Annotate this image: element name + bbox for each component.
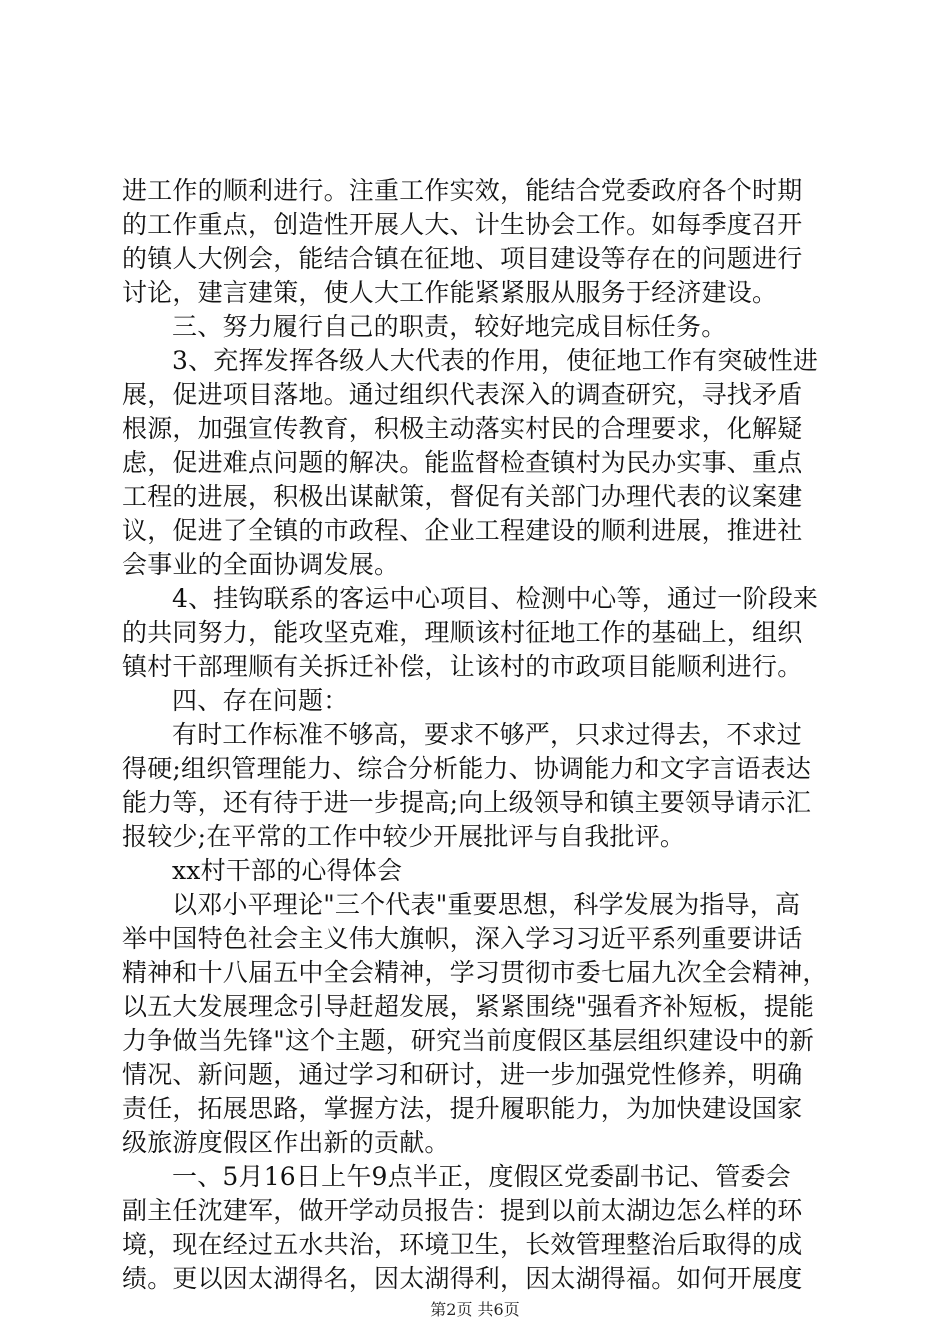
text-line: 情况、新问题，通过学习和研讨，进一步加强党性修养，明确 [122,1060,803,1089]
text-line: 进工作的顺利进行。注重工作实效，能结合党委政府各个时期 [122,176,803,205]
text-line: 展，促进项目落地。通过组织代表深入的调查研究，寻找矛盾 [122,380,803,409]
text-line: 级旅游度假区作出新的贡献。 [122,1128,450,1157]
text-line: 境，现在经过五水共治，环境卫生，长效管理整治后取得的成 [122,1230,803,1259]
text-line: 三、努力履行自己的职责，较好地完成目标任务。 [172,312,727,341]
text-line: 镇村干部理顺有关拆迁补偿，让该村的市政项目能顺利进行。 [122,652,803,681]
text-line: 能力等，还有待于进一步提高;向上级领导和镇主要领导请示汇 [122,788,812,817]
text-line: 会事业的全面协调发展。 [122,550,400,579]
text-line: 以邓小平理论"三个代表"重要思想，科学发展为指导，高 [172,890,801,919]
text-line: 精神和十八届五中全会精神，学习贯彻市委七届九次全会精神， [122,958,828,987]
page-number-footer: 第2页 共6页 [430,1300,520,1319]
text-line: 虑，促进难点问题的解决。能监督检查镇村为民办实事、重点 [122,448,803,477]
text-line: 工程的进展，积极出谋献策，督促有关部门办理代表的议案建 [122,482,803,511]
text-line: 有时工作标准不够高，要求不够严，只求过得去，不求过 [172,720,803,749]
text-line: 讨论，建言建策，使人大工作能紧紧服从服务于经济建设。 [122,278,778,307]
text-line: 的工作重点，创造性开展人大、计生协会工作。如每季度召开 [122,210,803,239]
text-line: 3、充挥发挥各级人大代表的作用，使征地工作有突破性进 [172,346,819,375]
text-line: 根源，加强宣传教育，积极主动落实村民的合理要求，化解疑 [122,414,803,443]
text-line: 力争做当先锋"这个主题，研究当前度假区基层组织建设中的新 [122,1026,815,1055]
section-heading: xx村干部的心得体会 [172,856,403,885]
text-line: 责任，拓展思路，掌握方法，提升履职能力，为加快建设国家 [122,1094,803,1123]
text-line: 举中国特色社会主义伟大旗帜，深入学习习近平系列重要讲话 [122,924,803,953]
text-line: 报较少;在平常的工作中较少开展批评与自我批评。 [122,822,686,851]
text-line: 的共同努力，能攻坚克难，理顺该村征地工作的基础上，组织 [122,618,803,647]
text-line: 以五大发展理念引导赶超发展，紧紧围绕"强看齐补短板，提能 [122,992,815,1021]
text-line: 议，促进了全镇的市政程、企业工程建设的顺利进展，推进社 [122,516,803,545]
text-line: 得硬;组织管理能力、综合分析能力、协调能力和文字言语表达 [122,754,812,783]
text-line: 绩。更以因太湖得名，因太湖得利，因太湖得福。如何开展度 [122,1264,803,1293]
text-line: 4、挂钩联系的客运中心项目、检测中心等，通过一阶段来 [172,584,819,613]
section-heading: 四、存在问题： [172,686,349,715]
text-line: 副主任沈建军，做开学动员报告：提到以前太湖边怎么样的环 [122,1196,803,1225]
text-line: 的镇人大例会，能结合镇在征地、项目建设等存在的问题进行 [122,244,803,273]
text-line: 一、5月16日上午9点半正，度假区党委副书记、管委会 [172,1162,791,1191]
